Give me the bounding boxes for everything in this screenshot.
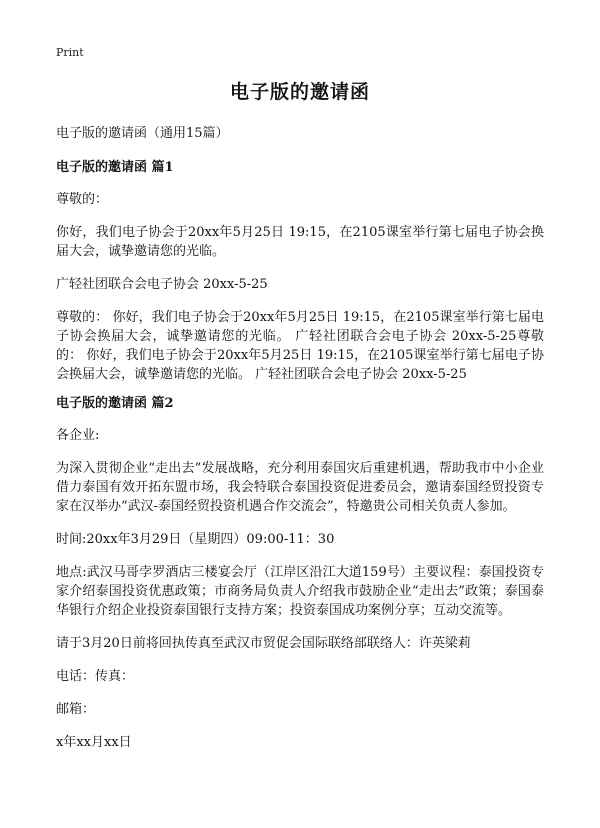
paragraph: 你好，我们电子协会于20xx年5月25日 19:15，在2105课室举行第七届电子协会换届大会，诚挚邀请您的光临。 bbox=[56, 225, 544, 259]
signature: 广轻社团联合会电子协会 20xx-5-25 bbox=[56, 277, 268, 292]
phone-fax-line: 电话：传真： bbox=[56, 669, 135, 684]
section-heading: 电子版的邀请函 篇2 bbox=[56, 396, 174, 411]
section-1 bbox=[56, 158, 544, 384]
section-2 bbox=[56, 394, 544, 752]
time-line: 时间:20xx年3月29日（星期四）09:00-11：30 bbox=[56, 532, 335, 547]
date-line: x年xx月xx日 bbox=[56, 735, 132, 750]
contact-line: 请于3月20日前将回执传真至武汉市贸促会国际联络部联络人：许英梁莉 bbox=[56, 636, 471, 651]
greeting: 尊敬的： bbox=[56, 192, 109, 207]
print-label: Print bbox=[56, 46, 84, 59]
section-heading: 电子版的邀请函 篇1 bbox=[56, 160, 174, 175]
document-subtitle: 电子版的邀请函（通用15篇） bbox=[56, 126, 229, 141]
greeting: 各企业: bbox=[56, 428, 100, 443]
paragraph: 尊敬的： 你好，我们电子协会于20xx年5月25日 19:15，在2105课室举行第七届电子协会换届大会，诚挚邀请您的光临。 广轻社团联合会电子协会 20xx-5-25尊敬的： 你好，我们电子协会于20xx年5月25日 19:15，在2105课室举行第七届电子协会换届大会，诚挚邀请您的光临。 广轻社团联合会电子协会 20xx-5-25 bbox=[56, 310, 544, 382]
document-title: 电子版的邀请函 bbox=[229, 81, 370, 103]
email-line: 邮箱： bbox=[56, 702, 96, 717]
location-line: 地点:武汉马哥孛罗酒店三楼宴会厅（江岸区沿江大道159号）主要议程：泰国投资专家介绍泰国投资优惠政策；市商务局负责人介绍我市鼓励企业“走出去”政策；泰国泰华银行介绍企业投资泰国银行支持方案；投资泰国成功案例分享；互动交流等。 bbox=[56, 565, 544, 618]
paragraph: 为深入贯彻企业“走出去”发展战略，充分利用泰国灾后重建机遇，帮助我市中小企业借力泰国有效开拓东盟市场，我会特联合泰国投资促进委员会，邀请泰国经贸投资专家在汉举办“武汉-泰国经贸投资机遇合作交流会”，特邀贵公司相关负责人参加。 bbox=[56, 461, 544, 514]
